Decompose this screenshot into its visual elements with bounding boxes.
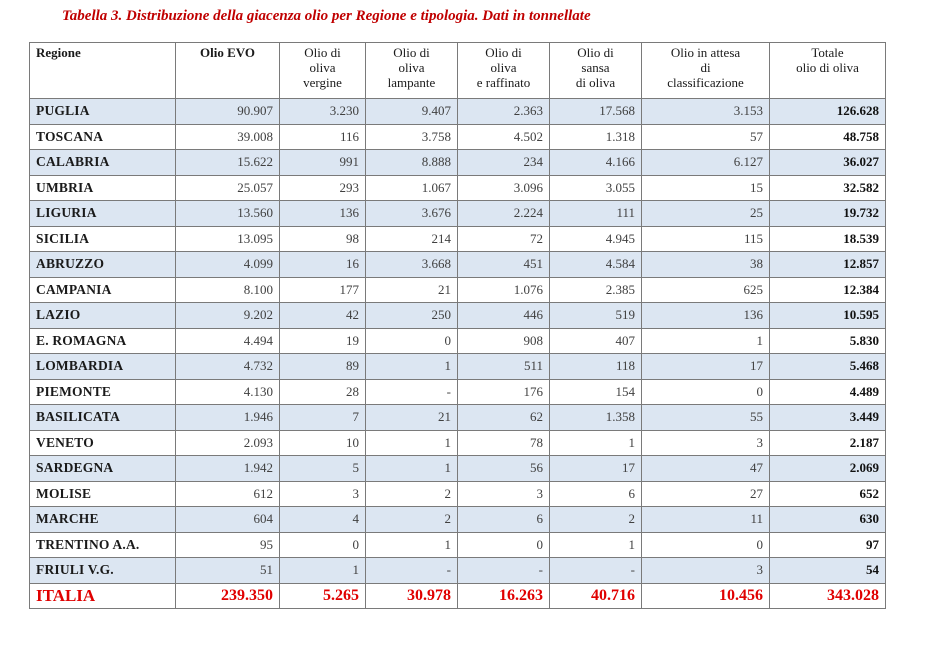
table-cell: 57 xyxy=(642,124,770,150)
table-cell: 3.055 xyxy=(550,175,642,201)
table-title: Tabella 3. Distribuzione della giacenza olio per Regione e tipologia. Dati in tonnellate xyxy=(62,8,591,24)
table-cell: 3.230 xyxy=(280,99,366,125)
table-cell: 1.942 xyxy=(176,456,280,482)
region-total: 2.187 xyxy=(770,430,886,456)
table-cell: 2 xyxy=(366,507,458,533)
region-total: 10.595 xyxy=(770,303,886,329)
table-cell: 2.224 xyxy=(458,201,550,227)
table-cell: 4.945 xyxy=(550,226,642,252)
table-cell: 16 xyxy=(280,252,366,278)
table-cell: 1 xyxy=(366,532,458,558)
region-total: 652 xyxy=(770,481,886,507)
total-cell: 343.028 xyxy=(770,583,886,608)
table-cell: 154 xyxy=(550,379,642,405)
table-cell: 234 xyxy=(458,150,550,176)
table-row xyxy=(30,303,886,329)
table-cell: 111 xyxy=(550,201,642,227)
table-cell: 0 xyxy=(642,379,770,405)
region-name: MOLISE xyxy=(30,481,176,507)
table-cell: 6 xyxy=(458,507,550,533)
table-cell: 98 xyxy=(280,226,366,252)
table-cell: 3 xyxy=(280,481,366,507)
table-cell: 72 xyxy=(458,226,550,252)
table-row xyxy=(30,532,886,558)
region-name: PIEMONTE xyxy=(30,379,176,405)
table-cell: 1 xyxy=(550,430,642,456)
region-name: SARDEGNA xyxy=(30,456,176,482)
table-cell: 19 xyxy=(280,328,366,354)
table-row xyxy=(30,252,886,278)
table-cell: 604 xyxy=(176,507,280,533)
table-cell: 25.057 xyxy=(176,175,280,201)
table-cell: 90.907 xyxy=(176,99,280,125)
region-name: ABRUZZO xyxy=(30,252,176,278)
table-cell: 214 xyxy=(366,226,458,252)
region-name: CAMPANIA xyxy=(30,277,176,303)
table-cell: 4.584 xyxy=(550,252,642,278)
table-cell: 1.067 xyxy=(366,175,458,201)
region-total: 97 xyxy=(770,532,886,558)
table-row xyxy=(30,354,886,380)
region-total: 18.539 xyxy=(770,226,886,252)
table-cell: 116 xyxy=(280,124,366,150)
table-cell: 4.099 xyxy=(176,252,280,278)
table-cell: 293 xyxy=(280,175,366,201)
table-cell: 1 xyxy=(550,532,642,558)
header-row xyxy=(30,43,886,99)
region-name: VENETO xyxy=(30,430,176,456)
table-cell: 2 xyxy=(550,507,642,533)
table-cell: 1 xyxy=(366,430,458,456)
table-cell: 39.008 xyxy=(176,124,280,150)
region-total: 54 xyxy=(770,558,886,584)
table-row xyxy=(30,507,886,533)
table-row xyxy=(30,430,886,456)
table-cell: 1.076 xyxy=(458,277,550,303)
column-header-regione: Regione xyxy=(30,43,176,99)
table-cell: 3.153 xyxy=(642,99,770,125)
region-name: MARCHE xyxy=(30,507,176,533)
region-name: SICILIA xyxy=(30,226,176,252)
table-cell: 625 xyxy=(642,277,770,303)
total-cell: 16.263 xyxy=(458,583,550,608)
table-row xyxy=(30,558,886,584)
oil-stock-table xyxy=(29,42,886,609)
table-cell: 9.202 xyxy=(176,303,280,329)
table-row xyxy=(30,328,886,354)
column-header-olio-attesa: Olio in attesa di classificazione xyxy=(642,43,770,99)
region-total: 126.628 xyxy=(770,99,886,125)
table-cell: 3 xyxy=(458,481,550,507)
table-cell: 177 xyxy=(280,277,366,303)
table-cell: 1 xyxy=(366,456,458,482)
table-cell: 1 xyxy=(642,328,770,354)
table-cell: 42 xyxy=(280,303,366,329)
column-header-totale: Totale olio di oliva xyxy=(770,43,886,99)
region-name: TRENTINO A.A. xyxy=(30,532,176,558)
table-cell: 991 xyxy=(280,150,366,176)
region-name: E. ROMAGNA xyxy=(30,328,176,354)
table-cell: 3 xyxy=(642,558,770,584)
table-row xyxy=(30,456,886,482)
table-cell: 1 xyxy=(280,558,366,584)
table-body xyxy=(30,99,886,584)
table-cell: 2.363 xyxy=(458,99,550,125)
table-cell: 3.096 xyxy=(458,175,550,201)
table-cell: 908 xyxy=(458,328,550,354)
table-cell: 7 xyxy=(280,405,366,431)
table-cell: 56 xyxy=(458,456,550,482)
table-cell: 451 xyxy=(458,252,550,278)
table-row xyxy=(30,277,886,303)
table-cell: 136 xyxy=(280,201,366,227)
table-cell: 3 xyxy=(642,430,770,456)
region-total: 4.489 xyxy=(770,379,886,405)
table-cell: 511 xyxy=(458,354,550,380)
table-cell: 176 xyxy=(458,379,550,405)
total-row-italia xyxy=(30,583,886,608)
table-cell: 51 xyxy=(176,558,280,584)
total-label: ITALIA xyxy=(30,583,176,608)
table-cell: 17 xyxy=(550,456,642,482)
table-cell: 28 xyxy=(280,379,366,405)
table-cell: 446 xyxy=(458,303,550,329)
region-name: LOMBARDIA xyxy=(30,354,176,380)
table-cell: 55 xyxy=(642,405,770,431)
table-cell: 0 xyxy=(642,532,770,558)
table-cell: 15.622 xyxy=(176,150,280,176)
region-total: 3.449 xyxy=(770,405,886,431)
region-name: FRIULI V.G. xyxy=(30,558,176,584)
table-cell: 11 xyxy=(642,507,770,533)
table-cell: 13.095 xyxy=(176,226,280,252)
table-row xyxy=(30,481,886,507)
total-cell: 30.978 xyxy=(366,583,458,608)
table-cell: - xyxy=(366,379,458,405)
table-row xyxy=(30,150,886,176)
total-cell: 40.716 xyxy=(550,583,642,608)
column-header-olio-vergine: Olio di oliva vergine xyxy=(280,43,366,99)
table-cell: 4.130 xyxy=(176,379,280,405)
region-total: 32.582 xyxy=(770,175,886,201)
total-cell: 10.456 xyxy=(642,583,770,608)
table-cell: 118 xyxy=(550,354,642,380)
table-cell: 9.407 xyxy=(366,99,458,125)
region-name: BASILICATA xyxy=(30,405,176,431)
region-name: LAZIO xyxy=(30,303,176,329)
table-cell: 2 xyxy=(366,481,458,507)
table-cell: 1.946 xyxy=(176,405,280,431)
region-name: TOSCANA xyxy=(30,124,176,150)
region-total: 12.384 xyxy=(770,277,886,303)
table-cell: 15 xyxy=(642,175,770,201)
table-cell: 1.318 xyxy=(550,124,642,150)
table-cell: 4.502 xyxy=(458,124,550,150)
table-cell: 3.758 xyxy=(366,124,458,150)
table-cell: 95 xyxy=(176,532,280,558)
region-total: 12.857 xyxy=(770,252,886,278)
column-header-olio-sansa: Olio di sansa di oliva xyxy=(550,43,642,99)
column-header-olio-evo: Olio EVO xyxy=(176,43,280,99)
region-total: 630 xyxy=(770,507,886,533)
table-cell: - xyxy=(458,558,550,584)
table-cell: 13.560 xyxy=(176,201,280,227)
total-cell: 5.265 xyxy=(280,583,366,608)
table-cell: 4.732 xyxy=(176,354,280,380)
table-cell: 0 xyxy=(458,532,550,558)
table-cell: 47 xyxy=(642,456,770,482)
table-cell: 4.494 xyxy=(176,328,280,354)
table-row xyxy=(30,201,886,227)
table-cell: 3.676 xyxy=(366,201,458,227)
table-row xyxy=(30,175,886,201)
column-header-olio-raffinato: Olio di oliva e raffinato xyxy=(458,43,550,99)
table-cell: 250 xyxy=(366,303,458,329)
table-cell: 27 xyxy=(642,481,770,507)
table-cell: 1.358 xyxy=(550,405,642,431)
table-cell: 0 xyxy=(366,328,458,354)
table-cell: 10 xyxy=(280,430,366,456)
table-cell: 17 xyxy=(642,354,770,380)
table-row xyxy=(30,379,886,405)
table-cell: 519 xyxy=(550,303,642,329)
region-name: LIGURIA xyxy=(30,201,176,227)
total-cell: 239.350 xyxy=(176,583,280,608)
table-row xyxy=(30,405,886,431)
region-total: 5.468 xyxy=(770,354,886,380)
table-row xyxy=(30,99,886,125)
table-row xyxy=(30,226,886,252)
table-cell: 62 xyxy=(458,405,550,431)
table-cell: 136 xyxy=(642,303,770,329)
table-cell: 115 xyxy=(642,226,770,252)
table-cell: 17.568 xyxy=(550,99,642,125)
region-total: 48.758 xyxy=(770,124,886,150)
table-cell: - xyxy=(550,558,642,584)
table-cell: 3.668 xyxy=(366,252,458,278)
table-cell: 5 xyxy=(280,456,366,482)
table-cell: 407 xyxy=(550,328,642,354)
table-cell: 1 xyxy=(366,354,458,380)
table-cell: 21 xyxy=(366,277,458,303)
region-name: CALABRIA xyxy=(30,150,176,176)
region-total: 36.027 xyxy=(770,150,886,176)
table-cell: 6 xyxy=(550,481,642,507)
table-cell: 21 xyxy=(366,405,458,431)
region-total: 19.732 xyxy=(770,201,886,227)
table-cell: - xyxy=(366,558,458,584)
table-cell: 8.100 xyxy=(176,277,280,303)
table-cell: 4.166 xyxy=(550,150,642,176)
table-cell: 6.127 xyxy=(642,150,770,176)
region-total: 2.069 xyxy=(770,456,886,482)
table-cell: 89 xyxy=(280,354,366,380)
table-cell: 78 xyxy=(458,430,550,456)
table-cell: 25 xyxy=(642,201,770,227)
table-cell: 4 xyxy=(280,507,366,533)
region-name: UMBRIA xyxy=(30,175,176,201)
region-total: 5.830 xyxy=(770,328,886,354)
table-cell: 38 xyxy=(642,252,770,278)
table-cell: 8.888 xyxy=(366,150,458,176)
table-row xyxy=(30,124,886,150)
table-cell: 612 xyxy=(176,481,280,507)
table-cell: 0 xyxy=(280,532,366,558)
table-cell: 2.385 xyxy=(550,277,642,303)
column-header-olio-lampante: Olio di oliva lampante xyxy=(366,43,458,99)
region-name: PUGLIA xyxy=(30,99,176,125)
table-cell: 2.093 xyxy=(176,430,280,456)
